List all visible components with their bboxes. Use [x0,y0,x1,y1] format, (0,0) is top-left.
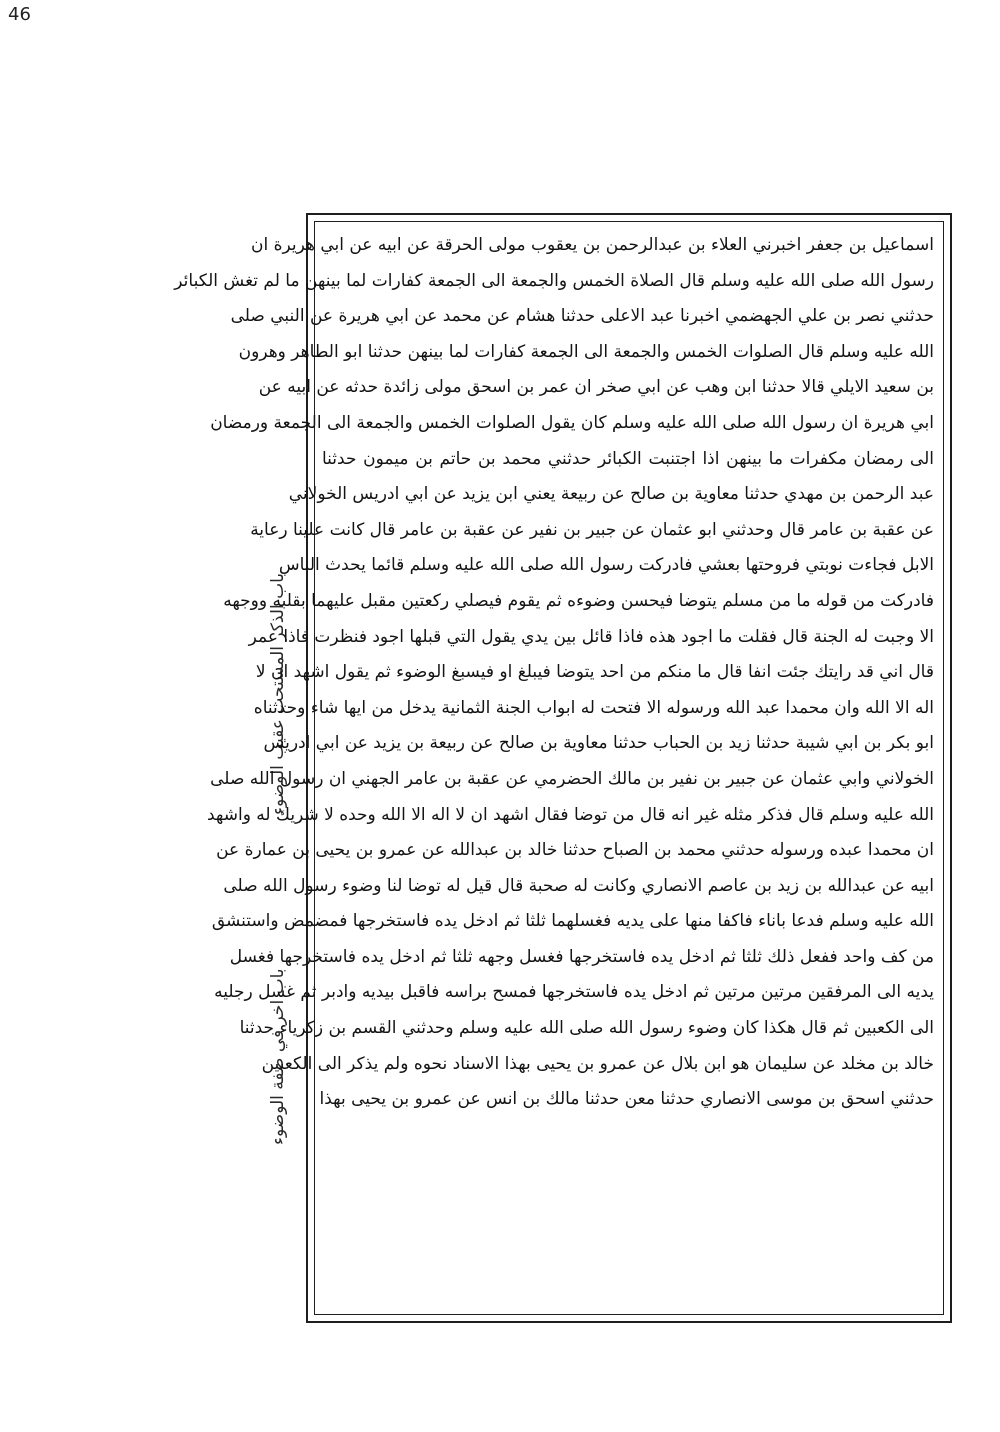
text-line: قال اني قد رايتك جئت انفا قال ما منكم من احد يتوضا فيبلغ او فيسبغ الوضوء ثم يقول اشهد ان لا [255,662,934,683]
text-line: الله عليه وسلم قال الصلوات الخمس والجمعة الى الجمعة كفارات لما بينهن حدثنا ابو الطاهر وهرون [238,341,934,362]
text-line: حدثني نصر بن علي الجهضمي اخبرنا عبد الاعلى حدثنا هشام عن محمد عن ابي هريرة عن النبي صلى [230,306,934,327]
text-line: ان محمدا عبده ورسوله حدثني محمد بن الصباح حدثنا خالد بن عبدالله عن عمرو بن يحيى بن عمارة عن [216,840,934,861]
text-line: عبد الرحمن بن مهدي حدثنا معاوية بن صالح عن ربيعة يعني ابن يزيد عن ابي ادريس الخولاني [288,484,934,505]
text-line: ابو بكر بن ابي شيبة حدثنا زيد بن الحباب حدثنا معاوية بن صالح عن ربيعة بن يزيد عن ابي ادريس [263,733,934,754]
text-line: اله الا الله وان محمدا عبد الله ورسوله الا فتحت له ابواب الجنة الثمانية يدخل من ايها شاء وحدثناه [253,697,934,718]
page-number: 46 [8,4,31,25]
text-line: بن سعيد الايلي قالا حدثنا ابن وهب عن ابي صخر ان عمر بن اسحق مولى زائدة حدثه عن ابيه عن [258,377,934,398]
text-line: رسول الله صلى الله عليه وسلم قال الصلاة الخمس والجمعة الى الجمعة كفارات لما بينهن ما لم تغش الكبائر [174,270,934,291]
text-line: الله عليه وسلم فدعا باناء فاكفا منها على يديه فغسلهما ثلثا ثم ادخل يده فاستخرجها فمضمض واستنشق [211,911,934,932]
text-line: حدثني اسحق بن موسى الانصاري حدثنا معن حدثنا مالك بن انس عن عمرو بن يحيى بهذا [319,1089,934,1110]
text-line: الا وجبت له الجنة قال فقلت ما اجود هذه فاذا قائل بين يدي يقول التي قبلها اجود فنظرت فاذا عمر [248,626,934,647]
margin-note-chapter-title: باب الذكر المستحب عقيب الوضوء [268,573,288,815]
text-line: ابيه عن عبدالله بن زيد بن عاصم الانصاري وكانت له صحبة قال قيل له توضا لنا وضوء رسول الله صلى [223,875,934,896]
text-line: الى رمضان مكفرات ما بينهن اذا اجتنبت الكبائر حدثني محمد بن حاتم بن ميمون حدثنا [322,448,934,469]
text-line: الخولاني وابي عثمان عن جبير بن نفير بن مالك الحضرمي عن عقبة بن عامر الجهني ان رسول الله صلى [210,768,934,789]
text-line: الله عليه وسلم قال فذكر مثله غير انه قال من توضا فقال اشهد ان لا اله الا الله وحده لا شريك له واشهد [206,804,934,825]
text-line: اسماعيل بن جعفر اخبرني العلاء بن عبدالرحمن بن يعقوب مولى الحرقة عن ابيه عن ابي هريرة ان [250,235,934,255]
margin-note-chapter-title: باب اخر في صفة الوضوء [268,968,288,1145]
text-line: خالد بن مخلد عن سليمان هو ابن بلال عن عمرو بن يحيى بهذا الاسناد نحوه ولم يذكر الى الكعبين [261,1053,934,1074]
text-line: عن عقبة بن عامر قال وحدثني ابو عثمان عن جبير بن نفير عن عقبة بن عامر قال كانت علينا رعاية [250,519,934,540]
text-line: الى الكعبين ثم قال هكذا كان وضوء رسول الله صلى الله عليه وسلم وحدثني القسم بن زكرياء حدثنا [239,1018,934,1039]
text-line: فادركت من قوله ما من مسلم يتوضا فيحسن وضوءه ثم يقوم فيصلي ركعتين مقبل عليهما بقلبه ووجهه [223,590,934,611]
text-line: ابي هريرة ان رسول الله صلى الله عليه وسلم كان يقول الصلوات الخمس والجمعة الى الجمعة ورمضان [210,412,934,433]
text-line: يديه الى المرفقين مرتين مرتين ثم ادخل يده فاستخرجها فمسح براسه فاقبل بيديه وادبر ثم غسل رجليه [214,982,934,1003]
text-line: من كف واحد ففعل ذلك ثلثا ثم ادخل يده فاستخرجها فغسل وجهه ثلثا ثم ادخل يده فاستخرجها فغسل [229,946,934,967]
text-line: الابل فجاءت نوبتي فروحتها بعشي فادركت رسول الله صلى الله عليه وسلم قائما يحدث الناس [278,555,934,576]
